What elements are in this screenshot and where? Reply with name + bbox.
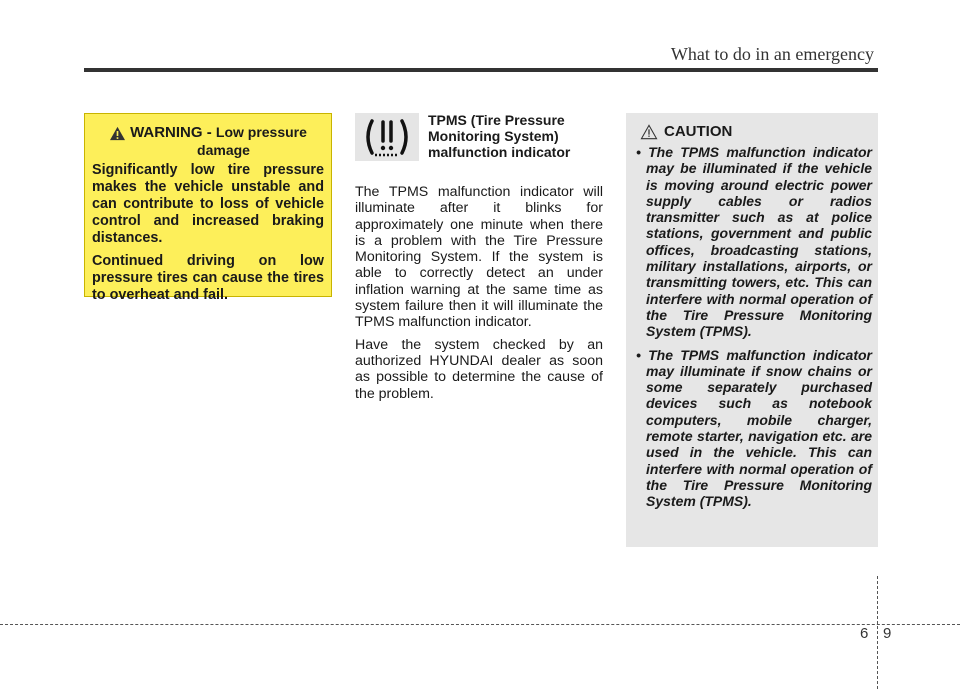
warning-paragraph: Continued driving on low pressure tires can cause the tires to overheat and fail. [92,253,324,303]
page-divider [877,576,878,689]
warning-subtitle: Low pressure [215,124,307,140]
body-paragraph: The TPMS malfunction indicator will illuminate after it blinks for approximately one minute when there is a problem with the Tire Pressure Monitoring System. If the system is able to correctly detect an under inflation warning at the same time as system failure then it will illuminate the TPMS malfunction indicator. [355,184,603,331]
indicator-description [355,184,603,402]
footer-rule [0,624,960,625]
warning-paragraph: Significantly low tire pressure makes the vehicle unstable and can contribute to loss of vehicle control and increased braking distances. [92,162,324,246]
caution-header [640,123,872,140]
body-paragraph: Have the system checked by an authorized HYUNDAI dealer as soon as possible to determine the cause of the problem. [355,336,603,402]
section-title: What to do in an emergency [670,44,874,64]
chapter-number: 6 [860,625,869,642]
warning-title: WARNING - [130,124,216,141]
warning-subtitle-2: damage [197,142,250,158]
indicator-title: TPMS (Tire Pressure Monitoring System) malfunction indicator [428,112,571,160]
caution-item: • The TPMS malfunction indicator may be illuminated if the vehicle is moving around electric power supply cables or radios transmitter such as at police stations, government and public offices, broadcasting stations, military installations, airports, or transmitting towers, etc. This can interfere with normal operation of the Tire Pressure Monitoring System (TPMS). [636,144,872,340]
caution-title: CAUTION [664,123,733,140]
caution-box [626,113,878,547]
caution-item: • The TPMS malfunction indicator may illuminate if snow chains or some separately purchased devices such as notebook computers, mobile charger, remote starter, navigation etc. are used in the vehicle. This can interfere with normal operation of the Tire Pressure Monitoring System (TPMS). [636,346,872,510]
warning-header [92,124,324,158]
caution-list [632,144,872,510]
header-rule [84,68,878,72]
tpms-malfunction-icon [355,113,419,161]
page-number: 9 [883,625,892,642]
caution-triangle-icon [640,124,658,140]
warning-triangle-icon [109,126,126,141]
warning-box [84,113,332,303]
tpms-icon-box [355,113,419,161]
